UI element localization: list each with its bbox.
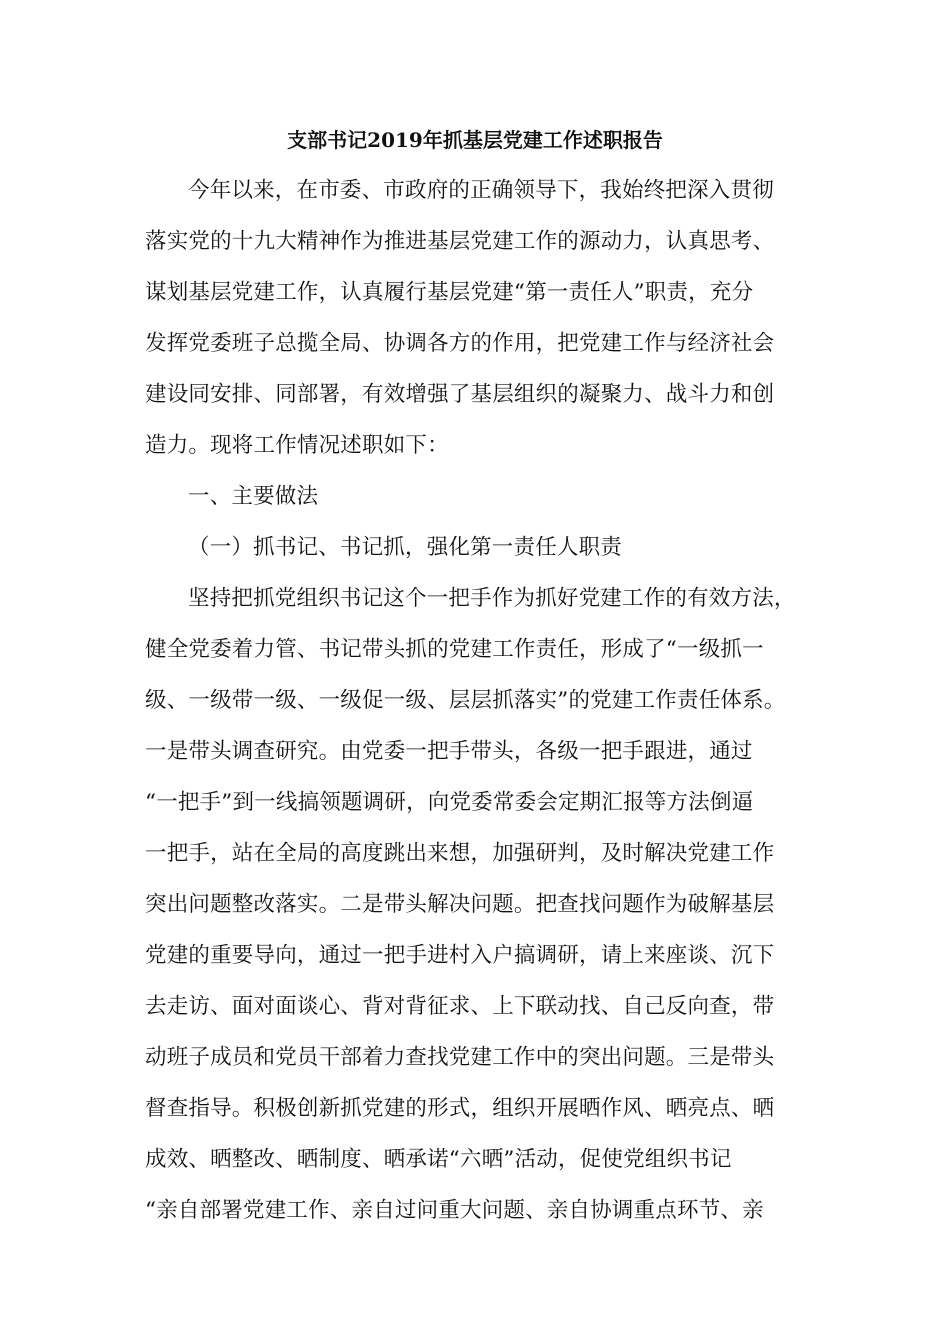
paragraph-line: 一是带头调查研究。由党委一把手带头，各级一把手跟进，通过 [145,739,753,764]
paragraph-line: “亲自部署党建工作、亲自过问重大问题、亲自协调重点环节、亲 [145,1198,764,1223]
paragraph-line: 今年以来，在市委、市政府的正确领导下，我始终把深入贯彻 [188,178,774,203]
section-heading: 一、主要做法 [188,484,319,509]
paragraph-line: 动班子成员和党员干部着力查找党建工作中的突出问题。三是带头 [145,1045,775,1070]
paragraph-line: 谋划基层党建工作，认真履行基层党建“第一责任人”职责，充分 [145,280,754,305]
paragraph-line: 党建的重要导向，通过一把手进村入户搞调研，请上来座谈、沉下 [145,943,775,968]
paragraph-line: 落实党的十九大精神作为推进基层党建工作的源动力，认真思考、 [145,229,775,254]
paragraph-line: 造力。现将工作情况述职如下： [145,433,449,458]
paragraph-line: 健全党委着力管、书记带头抓的党建工作责任，形成了“一级抓一 [145,637,764,662]
paragraph-line: 坚持把抓党组织书记这个一把手作为抓好党建工作的有效方法， [188,586,796,611]
paragraph-line: 发挥党委班子总揽全局、协调各方的作用，把党建工作与经济社会 [145,331,775,356]
paragraph-line: 去走访、面对面谈心、背对背征求、上下联动找、自己反向查，带 [145,994,775,1019]
paragraph-line: 督查指导。积极创新抓党建的形式，组织开展晒作风、晒亮点、晒 [145,1096,775,1121]
paragraph-line: 突出问题整改落实。二是带头解决问题。把查找问题作为破解基层 [145,892,775,917]
paragraph-line: “一把手”到一线搞领题调研，向党委常委会定期汇报等方法倒逼 [145,790,754,815]
document-title: 支部书记2019年抓基层党建工作述职报告 [287,128,663,152]
subsection-heading: （一）抓书记、书记抓，强化第一责任人职责 [188,535,623,560]
paragraph-line: 一把手，站在全局的高度跳出来想，加强研判，及时解决党建工作 [145,841,775,866]
paragraph-line: 级、一级带一级、一级促一级、层层抓落实”的党建工作责任体系。 [145,688,786,713]
paragraph-line: 建设同安排、同部署，有效增强了基层组织的凝聚力、战斗力和创 [145,382,775,407]
paragraph-line: 成效、晒整改、晒制度、晒承诺“六晒”活动，促使党组织书记 [145,1147,732,1172]
